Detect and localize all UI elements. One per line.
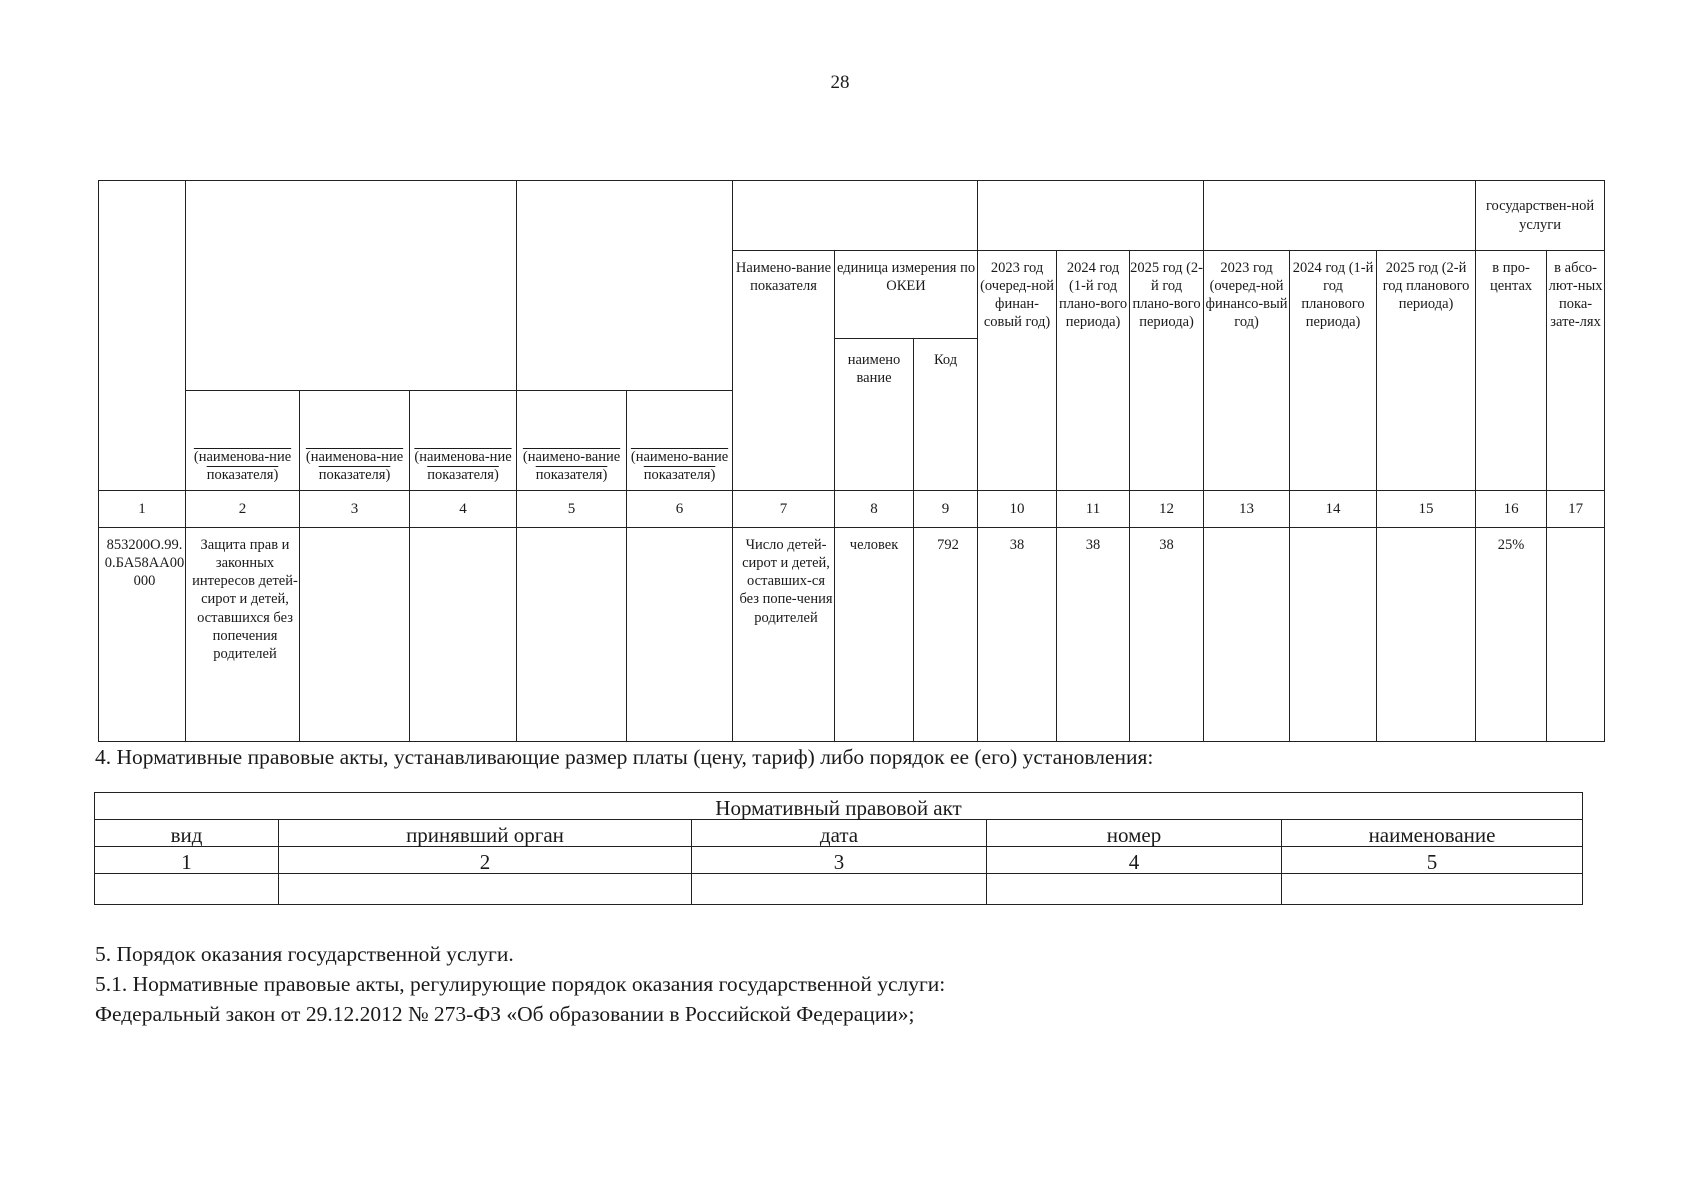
empty-cell [627, 528, 733, 742]
year-2023-header: 2023 год (очеред-ной финан-совый год) [978, 251, 1057, 491]
unit-code-header: Код [914, 339, 978, 491]
column-number: 17 [1547, 491, 1605, 528]
empty-cell [1290, 528, 1377, 742]
year-2024-header: 2024 год (1-й год планового периода) [1290, 251, 1377, 491]
registry-code: 853200О.99.0.БА58АА00000 [99, 528, 186, 742]
indicator-name-header: Наимено-вание показателя [733, 251, 835, 491]
indicator-name: Число детей-сирот и детей, оставших-ся без попе-чения родителей [733, 528, 835, 742]
column-number-row [99, 491, 1605, 528]
column-number: 15 [1377, 491, 1476, 528]
header-blank [517, 181, 733, 391]
page-number: 28 [830, 72, 850, 93]
column-number: 13 [1204, 491, 1290, 528]
name-placeholder: (наимено-вание показателя) [627, 391, 733, 491]
law-reference: Федеральный закон от 29.12.2012 № 273-ФЗ «Об образовании в Российской Федерации»; [95, 1002, 915, 1026]
column-number: 6 [627, 491, 733, 528]
year-2023-header: 2023 год (очеред-ной финансо-вый год) [1204, 251, 1290, 491]
header-date: дата [692, 820, 987, 847]
column-number: 16 [1476, 491, 1547, 528]
header-issuing-body: принявший орган [279, 820, 692, 847]
name-placeholder: (наименова-ние показателя) [300, 391, 410, 491]
section-5-title: 5. Порядок оказания государственной услуги. [95, 942, 514, 966]
column-number: 12 [1130, 491, 1204, 528]
header-blank [186, 181, 517, 391]
year-2025-header: 2025 год (2-й год плано-вого периода) [1130, 251, 1204, 491]
header-type: вид [95, 820, 279, 847]
column-number: 7 [733, 491, 835, 528]
column-number: 5 [1282, 847, 1583, 874]
header-blank [1204, 181, 1476, 251]
value-2023: 38 [978, 528, 1057, 742]
column-number: 4 [410, 491, 517, 528]
empty-cell [1547, 528, 1605, 742]
empty-cell [692, 874, 987, 905]
year-2025-header: 2025 год (2-й год планового периода) [1377, 251, 1476, 491]
service-content: Защита прав и законных интересов детей-сирот и детей, оставшихся без попечения родителей [186, 528, 300, 742]
empty-cell [987, 874, 1282, 905]
name-placeholder: (наимено-вание показателя) [517, 391, 627, 491]
empty-cell [1377, 528, 1476, 742]
service-deviation-header: государствен-ной услуги [1476, 181, 1605, 251]
empty-cell [1282, 874, 1583, 905]
column-number: 9 [914, 491, 978, 528]
absolute-header: в абсо-лют-ных пока-зате-лях [1547, 251, 1605, 491]
empty-cell [279, 874, 692, 905]
column-number: 1 [95, 847, 279, 874]
deviation-percent: 25% [1476, 528, 1547, 742]
name-placeholder: (наименова-ние показателя) [186, 391, 300, 491]
column-number: 3 [300, 491, 410, 528]
value-2024: 38 [1057, 528, 1130, 742]
header-blank [733, 181, 978, 251]
header-blank [978, 181, 1204, 251]
column-number: 5 [517, 491, 627, 528]
table-row [99, 528, 1605, 742]
column-number: 1 [99, 491, 186, 528]
column-number: 4 [987, 847, 1282, 874]
column-number: 2 [279, 847, 692, 874]
unit-name-header: наимено вание [835, 339, 914, 491]
name-placeholder: (наименова-ние показателя) [410, 391, 517, 491]
section-5-1-title: 5.1. Нормативные правовые акты, регулирующие порядок оказания государственной услуги: [95, 972, 946, 996]
section-4-title: 4. Нормативные правовые акты, устанавливающие размер платы (цену, тариф) либо порядок ее (его) установления: [95, 745, 1154, 769]
percent-header: в про-центах [1476, 251, 1547, 491]
empty-cell [1204, 528, 1290, 742]
okei-code: 792 [914, 528, 978, 742]
column-number: 3 [692, 847, 987, 874]
legal-acts-table [94, 792, 1583, 905]
quality-indicators-table [98, 180, 1605, 742]
year-2024-header: 2024 год (1-й год плано-вого периода) [1057, 251, 1130, 491]
column-number: 14 [1290, 491, 1377, 528]
column-number: 2 [186, 491, 300, 528]
okei-unit-header: единица измерения по ОКЕИ [835, 251, 978, 339]
empty-cell [410, 528, 517, 742]
column-number: 11 [1057, 491, 1130, 528]
legal-act-title: Нормативный правовой акт [95, 793, 1583, 820]
column-number: 10 [978, 491, 1057, 528]
empty-cell [517, 528, 627, 742]
header-blank [99, 181, 186, 491]
header-name: наименование [1282, 820, 1583, 847]
header-number: номер [987, 820, 1282, 847]
unit-name: человек [835, 528, 914, 742]
column-number: 8 [835, 491, 914, 528]
value-2025: 38 [1130, 528, 1204, 742]
empty-cell [300, 528, 410, 742]
empty-cell [95, 874, 279, 905]
